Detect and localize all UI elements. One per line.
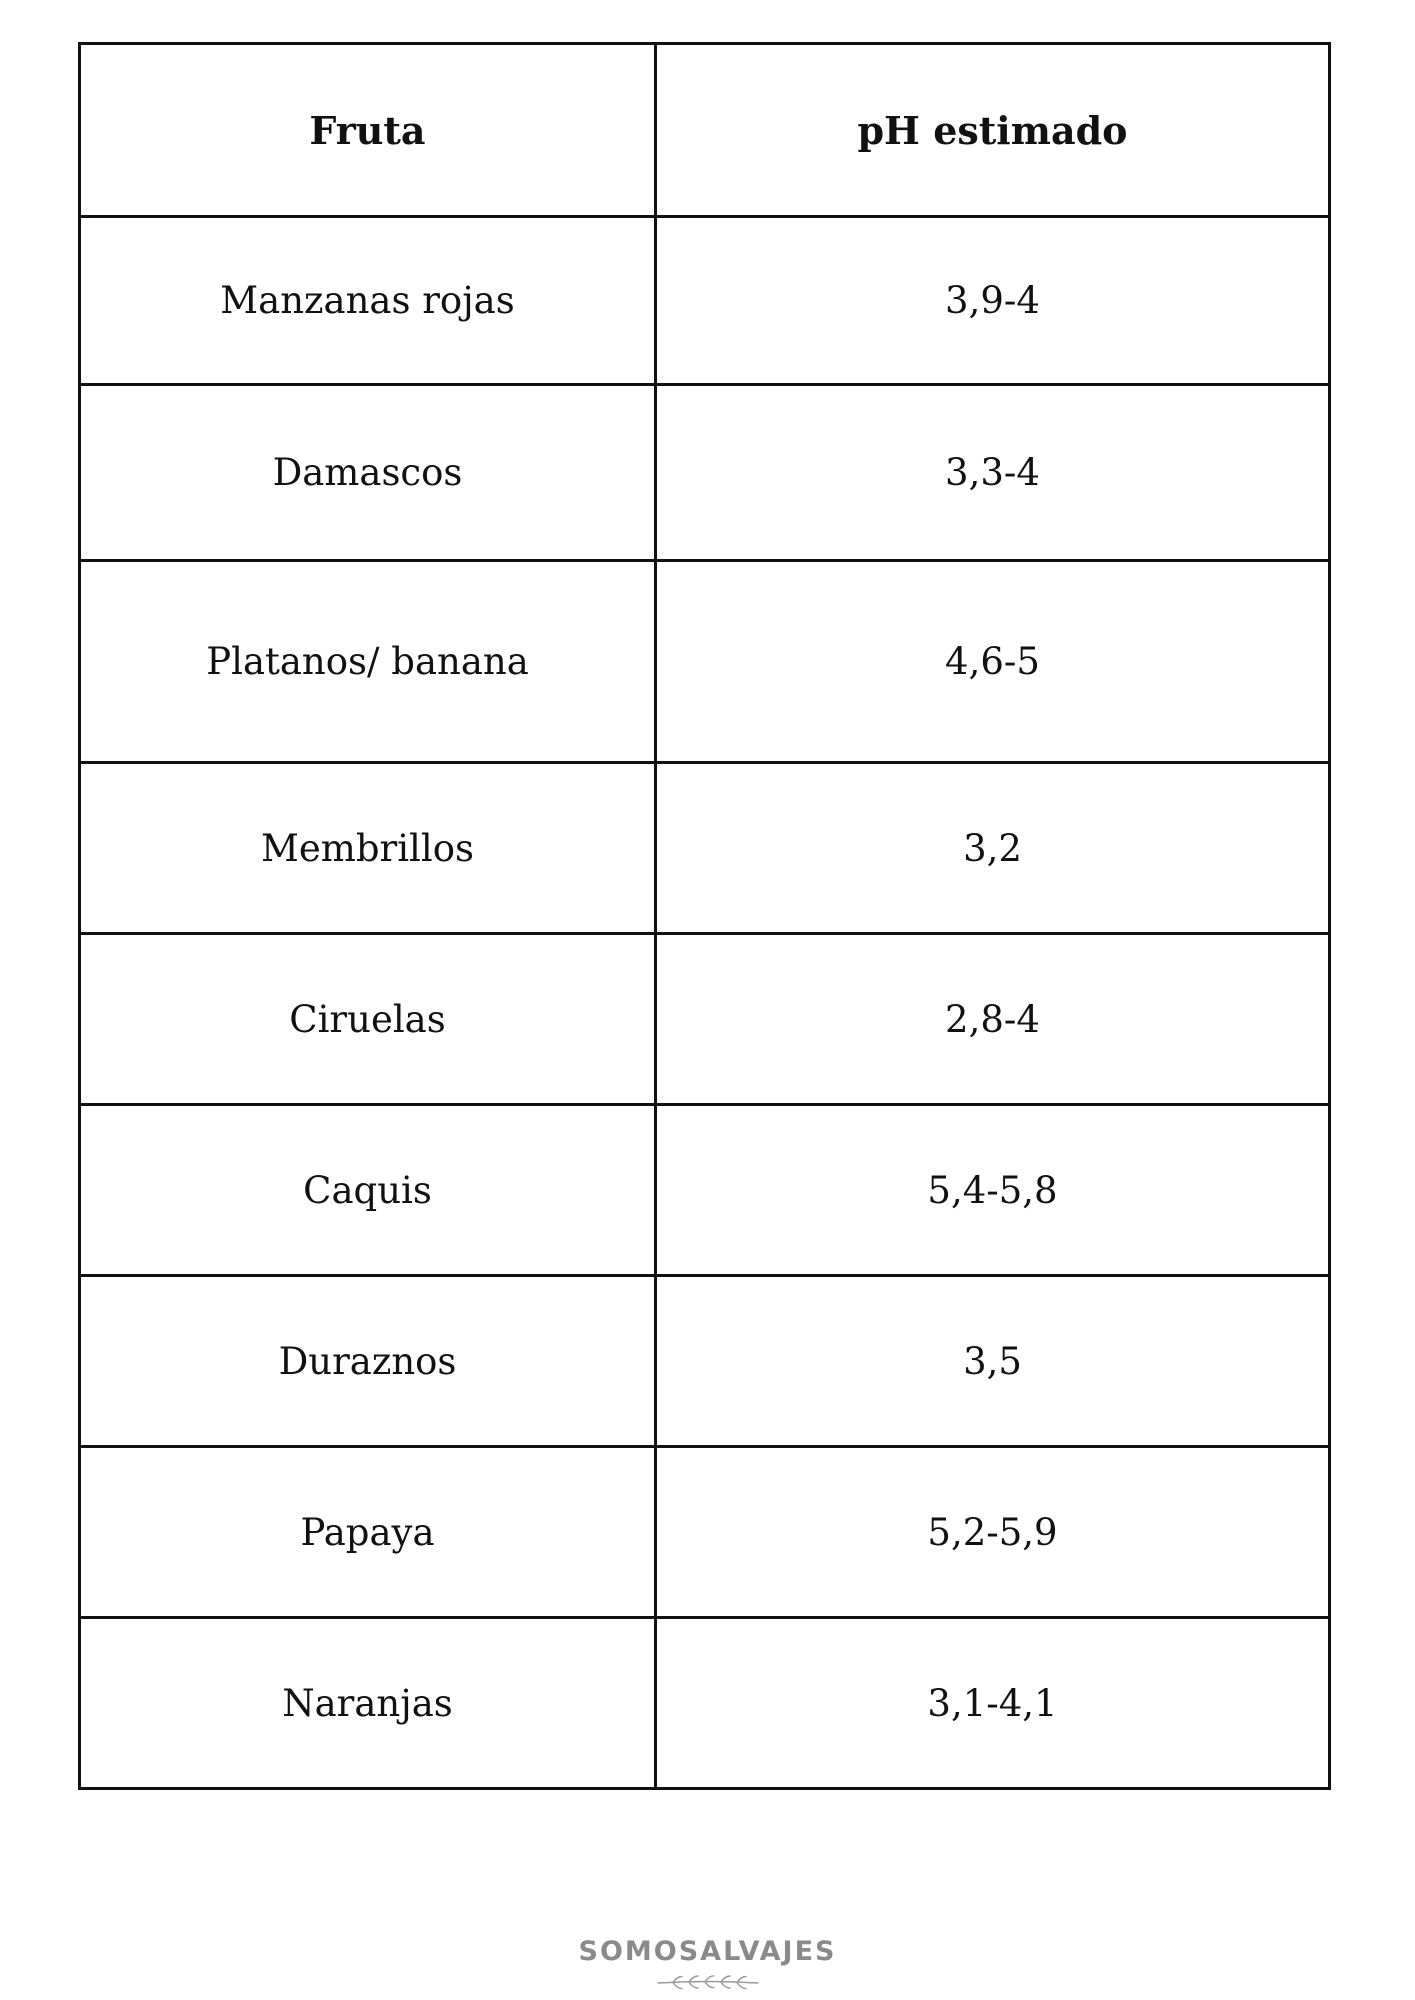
cell-fruta: Membrillos bbox=[80, 763, 656, 934]
ph-table-container bbox=[78, 42, 1328, 1790]
cell-fruta: Naranjas bbox=[80, 1618, 656, 1789]
header-row bbox=[80, 44, 1330, 217]
header-ph: pH estimado bbox=[656, 44, 1330, 217]
cell-ph: 3,3-4 bbox=[656, 385, 1330, 561]
cell-ph: 3,2 bbox=[656, 763, 1330, 934]
footer bbox=[0, 1936, 1415, 1991]
table-row bbox=[80, 1447, 1330, 1618]
cell-fruta: Platanos/ banana bbox=[80, 561, 656, 763]
header-fruta: Fruta bbox=[80, 44, 656, 217]
cell-fruta: Damascos bbox=[80, 385, 656, 561]
table-row bbox=[80, 763, 1330, 934]
table-row bbox=[80, 385, 1330, 561]
cell-fruta: Ciruelas bbox=[80, 934, 656, 1105]
cell-fruta: Papaya bbox=[80, 1447, 656, 1618]
cell-fruta: Caquis bbox=[80, 1105, 656, 1276]
table-row bbox=[80, 217, 1330, 385]
cell-fruta: Manzanas rojas bbox=[80, 217, 656, 385]
table-row bbox=[80, 934, 1330, 1105]
cell-ph: 2,8-4 bbox=[656, 934, 1330, 1105]
cell-ph: 5,2-5,9 bbox=[656, 1447, 1330, 1618]
leaf-sprig-icon bbox=[653, 1973, 763, 1991]
table-row bbox=[80, 1618, 1330, 1789]
cell-ph: 4,6-5 bbox=[656, 561, 1330, 763]
table-row bbox=[80, 1105, 1330, 1276]
table-row bbox=[80, 1276, 1330, 1447]
cell-ph: 3,9-4 bbox=[656, 217, 1330, 385]
cell-ph: 3,1-4,1 bbox=[656, 1618, 1330, 1789]
cell-ph: 5,4-5,8 bbox=[656, 1105, 1330, 1276]
ph-table bbox=[78, 42, 1331, 1790]
cell-fruta: Duraznos bbox=[80, 1276, 656, 1447]
table-row bbox=[80, 561, 1330, 763]
brand-logo: SOMOSALVAJES bbox=[578, 1936, 837, 1967]
cell-ph: 3,5 bbox=[656, 1276, 1330, 1447]
